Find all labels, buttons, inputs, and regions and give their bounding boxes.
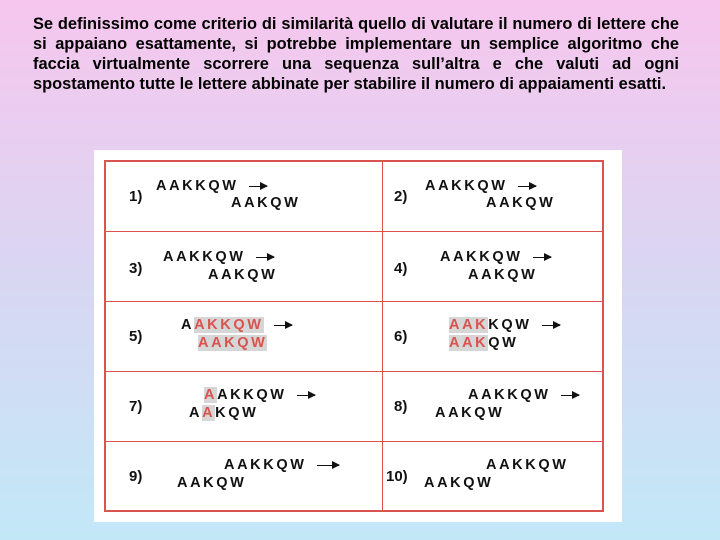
cell-label: 2) [394,188,408,205]
sequence-letter: A [194,317,208,333]
row-divider [106,371,602,372]
top-sequence [156,178,239,194]
bottom-sequence [208,267,277,283]
sequence-letter: K [466,249,480,265]
sequence-letter: K [451,178,465,194]
sequence-letter: Q [237,335,252,351]
sequence-letter: W [534,387,551,403]
sequence-letter: A [449,335,463,351]
bottom-sequence [189,405,258,421]
sequence-letter: Q [463,475,478,491]
sequence-letter: K [488,317,502,333]
arrow-icon [256,257,274,258]
sequence-letter: K [207,317,221,333]
sequence-letter: A [156,178,170,194]
sequence-letter: Q [256,387,271,403]
sequence-letter: A [481,387,495,403]
sequence-letter: Q [507,267,522,283]
sequence-letter: W [290,457,307,473]
sequence-letter: A [169,178,183,194]
top-sequence [224,457,307,473]
sequence-letter: A [449,317,463,333]
intro-paragraph: Se definissimo come criterio di similarità quello di valutare il numero di lettere che si appaiano esattamente, si potrebbe implementare un semplice algoritmo che faccia virtualmente scorrere una sequenza sull’altra e che valuti ad ogni spostamento tutte le lettere abbinate per stabilire il numero di appaiamenti esatti. [33,15,679,93]
top-sequence [163,249,246,265]
cell-label: 9) [129,468,143,485]
sequence-letter: K [182,178,196,194]
cell-label: 1) [129,188,143,205]
sequence-letter: Q [501,317,516,333]
sequence-letter: A [237,457,251,473]
sequence-letter: Q [492,249,507,265]
alignment-grid [104,160,604,512]
bottom-sequence [231,195,300,211]
sequence-letter: Q [477,178,492,194]
sequence-letter: A [244,195,258,211]
top-sequence [449,317,532,333]
top-sequence [440,249,523,265]
arrow-icon [533,257,551,258]
sequence-letter: W [488,405,505,421]
bottom-sequence [198,335,267,351]
sequence-letter: Q [474,405,489,421]
top-sequence [468,387,551,403]
cell-label: 10) [386,468,408,485]
sequence-letter: Q [276,457,291,473]
sequence-letter: A [163,249,177,265]
arrow-icon [561,395,579,396]
cell-label: 7) [129,398,143,415]
sequence-letter: K [479,249,493,265]
bottom-sequence [449,335,518,351]
sequence-letter: Q [520,387,535,403]
sequence-letter: K [475,317,489,333]
row-divider [106,441,602,442]
top-sequence [425,178,508,194]
column-divider [382,162,383,510]
sequence-letter: W [539,195,556,211]
sequence-letter: W [491,178,508,194]
arrow-icon [317,465,339,466]
sequence-letter: A [217,387,231,403]
sequence-letter: A [486,457,500,473]
sequence-letter: W [284,195,301,211]
sequence-letter: K [234,267,248,283]
sequence-letter: A [221,267,235,283]
sequence-letter: A [468,387,482,403]
sequence-letter: W [477,475,494,491]
sequence-letter: A [208,267,222,283]
sequence-letter: Q [208,178,223,194]
sequence-letter: A [177,475,191,491]
sequence-letter: A [468,267,482,283]
arrow-icon [249,186,267,187]
sequence-letter: A [211,335,225,351]
sequence-letter: Q [233,317,248,333]
arrow-icon [542,325,560,326]
cell-label: 8) [394,398,408,415]
sequence-letter: Q [228,405,243,421]
sequence-letter: W [521,267,538,283]
sequence-letter: W [515,317,532,333]
sequence-letter: A [424,475,438,491]
sequence-letter: K [189,249,203,265]
sequence-letter: A [181,317,195,333]
sequence-letter: K [195,178,209,194]
sequence-letter: W [270,387,287,403]
sequence-letter: W [242,405,259,421]
bottom-sequence [435,405,504,421]
sequence-letter: W [247,317,264,333]
sequence-letter: W [230,475,247,491]
sequence-letter: W [229,249,246,265]
row-divider [106,231,602,232]
sequence-letter: K [507,387,521,403]
sequence-letter: W [261,267,278,283]
sequence-letter: K [250,457,264,473]
sequence-letter: A [435,405,449,421]
sequence-letter: K [464,178,478,194]
sequence-letter: A [462,335,476,351]
sequence-letter: K [461,405,475,421]
sequence-letter: K [512,195,526,211]
arrow-icon [297,395,315,396]
cell-label: 5) [129,328,143,345]
cell-label: 6) [394,328,408,345]
sequence-letter: A [462,317,476,333]
sequence-letter: K [494,267,508,283]
sequence-letter: Q [488,335,503,351]
top-sequence [204,387,287,403]
sequence-letter: A [189,405,203,421]
sequence-letter: K [450,475,464,491]
sequence-letter: A [448,405,462,421]
bottom-sequence [424,475,493,491]
sequence-letter: K [220,317,234,333]
bottom-sequence [468,267,537,283]
sequence-letter: W [222,178,239,194]
sequence-letter: Q [538,457,553,473]
sequence-letter: A [453,249,467,265]
bottom-sequence [177,475,246,491]
sequence-letter: A [440,249,454,265]
sequence-letter: K [215,405,229,421]
sequence-letter: A [486,195,500,211]
sequence-letter: A [481,267,495,283]
sequence-letter: Q [215,249,230,265]
sequence-letter: A [499,457,513,473]
sequence-letter: K [525,457,539,473]
sequence-letter: Q [270,195,285,211]
sequence-letter: A [198,335,212,351]
sequence-letter: K [494,387,508,403]
sequence-letter: Q [247,267,262,283]
sequence-letter: W [506,249,523,265]
sequence-letter: A [437,475,451,491]
row-divider [106,301,602,302]
sequence-letter: W [251,335,268,351]
sequence-letter: W [502,335,519,351]
sequence-letter: A [190,475,204,491]
sequence-letter: A [204,387,218,403]
cell-label: 3) [129,260,143,277]
sequence-letter: A [499,195,513,211]
sequence-letter: K [230,387,244,403]
sequence-letter: A [202,405,216,421]
sequence-letter: K [224,335,238,351]
sequence-letter: Q [525,195,540,211]
arrow-icon [274,325,292,326]
arrow-icon [518,186,536,187]
sequence-letter: K [512,457,526,473]
sequence-letter: A [231,195,245,211]
sequence-letter: A [176,249,190,265]
sequence-letter: K [475,335,489,351]
cell-label: 4) [394,260,408,277]
bottom-sequence [486,195,555,211]
sequence-letter: A [438,178,452,194]
sequence-letter: K [263,457,277,473]
top-sequence [181,317,264,333]
sequence-letter: Q [216,475,231,491]
top-sequence [486,457,569,473]
sequence-letter: K [243,387,257,403]
sequence-letter: W [552,457,569,473]
sequence-letter: K [203,475,217,491]
sequence-letter: A [425,178,439,194]
sequence-letter: K [257,195,271,211]
sequence-letter: K [202,249,216,265]
sequence-letter: A [224,457,238,473]
alignment-figure [94,150,622,522]
